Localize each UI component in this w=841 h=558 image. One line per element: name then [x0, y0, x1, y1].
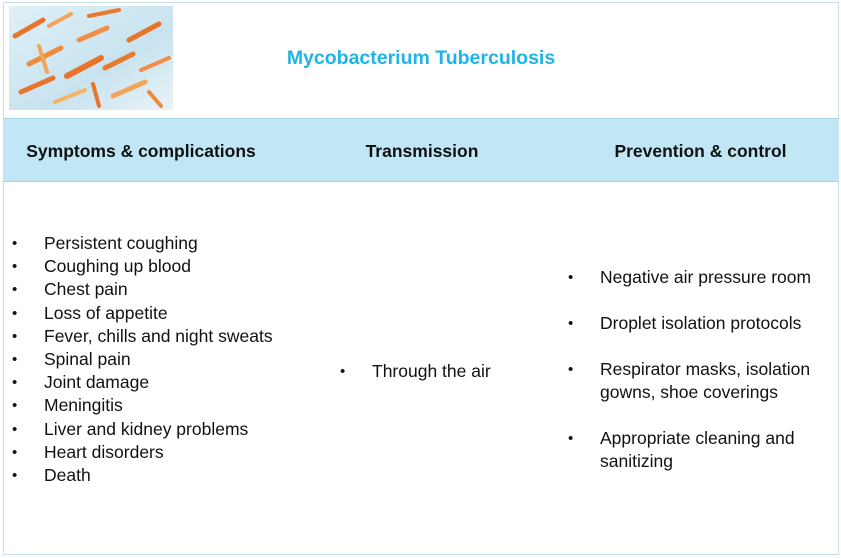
list-item: • Heart disorders — [12, 441, 164, 462]
transmission-list — [340, 360, 570, 383]
list-item: • Joint damage — [12, 372, 150, 393]
bacteria-image — [9, 6, 173, 110]
bacteria-microscope-icon — [9, 6, 173, 110]
list-item: • Chest pain — [12, 279, 128, 300]
list-item: • Loss of appetite — [12, 302, 168, 323]
list-item: • Liver and kidney problems — [12, 418, 249, 439]
list-item: • Spinal pain — [12, 349, 131, 370]
page-title: Mycobacterium Tuberculosis — [286, 47, 556, 69]
list-item: • Droplet isolation protocols — [568, 313, 802, 333]
list-item: • Negative air pressure room — [568, 267, 812, 287]
list-item: • Death — [12, 465, 91, 486]
list-item: • Respirator masks, isolation gowns, shoe coverings — [568, 359, 811, 402]
column-heading-prevention: Prevention & control — [614, 141, 787, 161]
list-item: • Appropriate cleaning and sanitizing — [568, 428, 795, 471]
list-item: • Coughing up blood — [12, 256, 191, 277]
column-heading-transmission: Transmission — [365, 141, 479, 161]
prevention-list — [568, 266, 838, 473]
list-item: • Fever, chills and night sweats — [12, 325, 273, 346]
list-item: • Persistent coughing — [12, 233, 198, 253]
list-item: • Through the air — [340, 361, 491, 381]
list-item: • Meningitis — [12, 395, 123, 416]
column-heading-symptoms: Symptoms & complications — [26, 141, 256, 161]
symptoms-list — [12, 232, 280, 487]
